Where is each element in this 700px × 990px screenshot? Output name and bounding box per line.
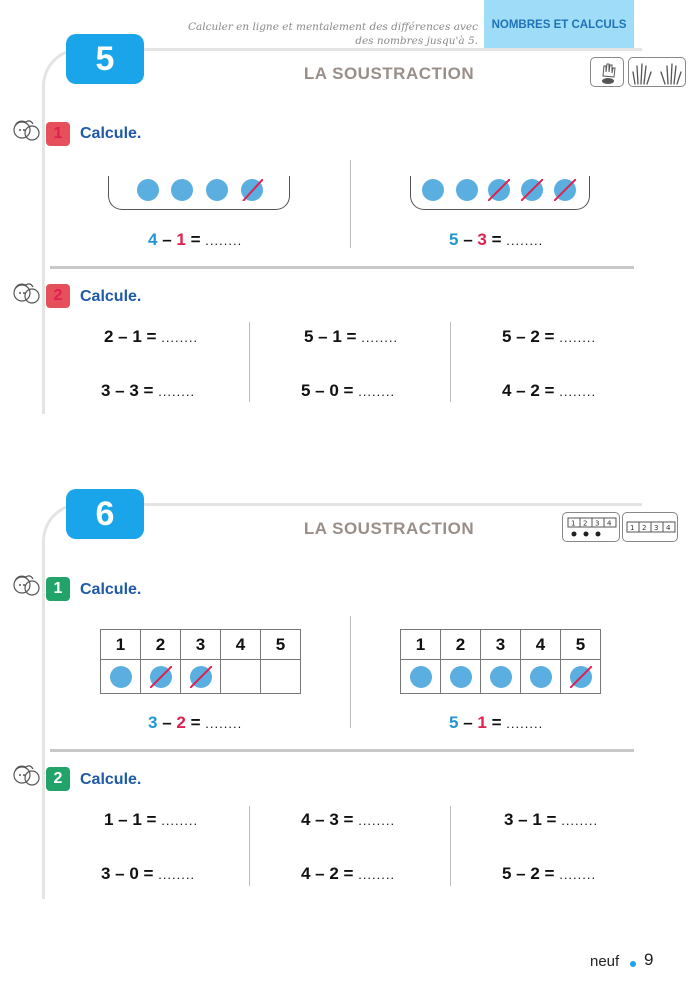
expression: 4 – 2 =	[502, 381, 555, 400]
lesson5-ex1-badge: 1	[46, 122, 70, 146]
cross-out-icon	[521, 179, 543, 201]
dot-crossed	[190, 666, 212, 688]
expression: 4 – 2 =	[301, 864, 354, 883]
lesson6-ex1-badge: 1	[46, 577, 70, 601]
answer-blank[interactable]: ........	[559, 384, 597, 399]
hand-coin-icon[interactable]	[590, 57, 624, 87]
number-line-icon[interactable]	[622, 512, 678, 542]
lesson6-ex2-badge: 2	[46, 767, 70, 791]
equals: =	[491, 713, 502, 732]
cross-out-icon	[570, 666, 592, 688]
cross-out-icon	[241, 179, 263, 201]
dot-crossed	[570, 666, 592, 688]
svg-text:4: 4	[607, 519, 612, 528]
section-separator	[50, 266, 634, 269]
calc-item	[301, 864, 395, 884]
operator: –	[162, 230, 172, 249]
operator: –	[463, 713, 473, 732]
operator: –	[463, 230, 473, 249]
operator: –	[162, 713, 172, 732]
number-grid	[100, 629, 301, 694]
dot-crossed	[521, 179, 543, 201]
instruction-text: Calcule	[80, 771, 137, 788]
section-separator	[50, 749, 634, 752]
dot-crossed	[488, 179, 510, 201]
calc-item	[301, 810, 395, 830]
page-number: 9	[644, 950, 654, 969]
lesson5-frame	[42, 48, 642, 414]
dot	[450, 666, 472, 688]
lesson5-ex1-equation-1	[148, 230, 242, 250]
answer-blank[interactable]: ........	[158, 867, 196, 882]
grid-dot-cell	[181, 660, 221, 694]
answer-blank[interactable]: ........	[358, 384, 396, 399]
lesson5-ex1-equation-2	[449, 230, 543, 250]
dot	[490, 666, 512, 688]
grid-header-cell: 4	[221, 630, 261, 660]
answer-blank[interactable]: ........	[358, 813, 396, 828]
header-tag: NOMBRES ET CALCULS	[484, 0, 634, 50]
minuend: 5	[449, 230, 459, 249]
answer-blank[interactable]: ........	[559, 330, 597, 345]
divider	[450, 322, 451, 402]
answer-blank[interactable]: ........	[161, 330, 199, 345]
equals: =	[190, 230, 201, 249]
lesson5-number: 5	[66, 34, 144, 84]
equals: =	[491, 230, 502, 249]
cross-out-icon	[190, 666, 212, 688]
expression: 3 – 3 =	[101, 381, 154, 400]
dot-crossed	[150, 666, 172, 688]
lesson5-ex2-instruction: Calcule.	[80, 288, 142, 305]
lesson6-ex2-instruction: Calcule.	[80, 771, 142, 788]
header-description: Calculer en ligne et mentalement des différences avec des nombres jusqu'à 5.	[187, 21, 478, 47]
cross-out-icon	[150, 666, 172, 688]
answer-blank[interactable]: ........	[561, 813, 599, 828]
cross-out-icon	[488, 179, 510, 201]
lesson6-number: 6	[66, 489, 144, 539]
expression: 5 – 2 =	[502, 864, 555, 883]
subtrahend: 2	[176, 713, 186, 732]
grid-dot-cell	[221, 660, 261, 694]
grid-header-cell: 2	[141, 630, 181, 660]
grid-dot-cell	[101, 660, 141, 694]
instruction-text: Calcule	[80, 581, 137, 598]
lesson6-ex1-equation-2	[449, 713, 543, 733]
expression: 2 – 1 =	[104, 327, 157, 346]
kids-icon	[10, 116, 42, 146]
lesson5-title: LA SOUSTRACTION	[303, 64, 475, 83]
calc-item	[101, 864, 195, 884]
expression: 5 – 2 =	[502, 327, 555, 346]
grid-dot-cell	[141, 660, 181, 694]
answer-blank[interactable]: ........	[361, 330, 399, 345]
svg-text:1: 1	[571, 519, 576, 528]
expression: 4 – 3 =	[301, 810, 354, 829]
answer-blank[interactable]: ........	[161, 813, 199, 828]
dot	[171, 179, 193, 201]
dot	[456, 179, 478, 201]
kids-icon	[10, 761, 42, 791]
calc-item	[502, 381, 596, 401]
svg-text:4: 4	[666, 524, 671, 532]
grid-dot-cell	[261, 660, 301, 694]
expression: 3 – 1 =	[504, 810, 557, 829]
divider	[350, 160, 351, 248]
dot-crossed	[241, 179, 263, 201]
minuend: 5	[449, 713, 459, 732]
calc-item	[502, 327, 596, 347]
grid-header-cell: 3	[181, 630, 221, 660]
grid-dot-cell	[441, 660, 481, 694]
dot	[422, 179, 444, 201]
calc-item	[502, 864, 596, 884]
ten-fingers-icon[interactable]	[628, 57, 686, 87]
minuend: 4	[148, 230, 158, 249]
grid-header-cell: 5	[261, 630, 301, 660]
subtrahend: 1	[477, 713, 487, 732]
answer-blank[interactable]: ........	[205, 233, 243, 248]
expression: 1 – 1 =	[104, 810, 157, 829]
answer-blank[interactable]: ........	[358, 867, 396, 882]
svg-text:2: 2	[583, 519, 588, 528]
equals: =	[190, 713, 201, 732]
answer-blank[interactable]: ........	[506, 233, 544, 248]
svg-text:3: 3	[595, 519, 600, 528]
calc-item	[104, 327, 198, 347]
grid-dot-cell	[521, 660, 561, 694]
lesson6-ex1-equation-1	[148, 713, 242, 733]
number-grid	[400, 629, 601, 694]
svg-text:2: 2	[642, 524, 647, 532]
minuend: 3	[148, 713, 158, 732]
calc-item	[101, 381, 195, 401]
grid-dot-cell	[561, 660, 601, 694]
svg-text:3: 3	[654, 524, 659, 532]
divider	[249, 322, 250, 402]
subtrahend: 1	[176, 230, 186, 249]
grid-header-cell: 4	[521, 630, 561, 660]
dot	[530, 666, 552, 688]
grid-dot-cell	[481, 660, 521, 694]
grid-header-cell: 2	[441, 630, 481, 660]
lesson6-ex1-instruction: Calcule.	[80, 581, 142, 598]
cross-out-icon	[554, 179, 576, 201]
instruction-text: Calcule	[80, 125, 137, 142]
dot	[410, 666, 432, 688]
expression: 3 – 0 =	[101, 864, 154, 883]
expression: 5 – 1 =	[304, 327, 357, 346]
dot	[110, 666, 132, 688]
expression: 5 – 0 =	[301, 381, 354, 400]
calc-item	[304, 327, 398, 347]
number-line-dots-icon[interactable]	[562, 512, 620, 542]
lesson6-title: LA SOUSTRACTION	[303, 519, 475, 538]
grid-header-cell: 1	[101, 630, 141, 660]
answer-blank[interactable]: ........	[559, 867, 597, 882]
kids-icon	[10, 279, 42, 309]
dot-crossed	[554, 179, 576, 201]
answer-blank[interactable]: ........	[205, 716, 243, 731]
svg-text:1: 1	[630, 524, 635, 532]
dot	[206, 179, 228, 201]
grid-header-cell: 5	[561, 630, 601, 660]
kids-icon	[10, 571, 42, 601]
answer-blank[interactable]: ........	[506, 716, 544, 731]
answer-blank[interactable]: ........	[158, 384, 196, 399]
calc-item	[504, 810, 598, 830]
grid-header-cell: 3	[481, 630, 521, 660]
instruction-text: Calcule	[80, 288, 137, 305]
footer-dot-icon	[630, 961, 636, 967]
grid-header-cell: 1	[401, 630, 441, 660]
lesson5-ex1-instruction: Calcule.	[80, 125, 142, 142]
divider	[350, 616, 351, 728]
lesson6-frame	[42, 503, 642, 899]
calc-item	[104, 810, 198, 830]
calc-item	[301, 381, 395, 401]
grid-dot-cell	[401, 660, 441, 694]
page-number-word: neuf	[590, 953, 620, 970]
divider	[450, 806, 451, 886]
dot	[137, 179, 159, 201]
divider	[249, 806, 250, 886]
lesson5-ex2-badge: 2	[46, 284, 70, 308]
subtrahend: 3	[477, 230, 487, 249]
